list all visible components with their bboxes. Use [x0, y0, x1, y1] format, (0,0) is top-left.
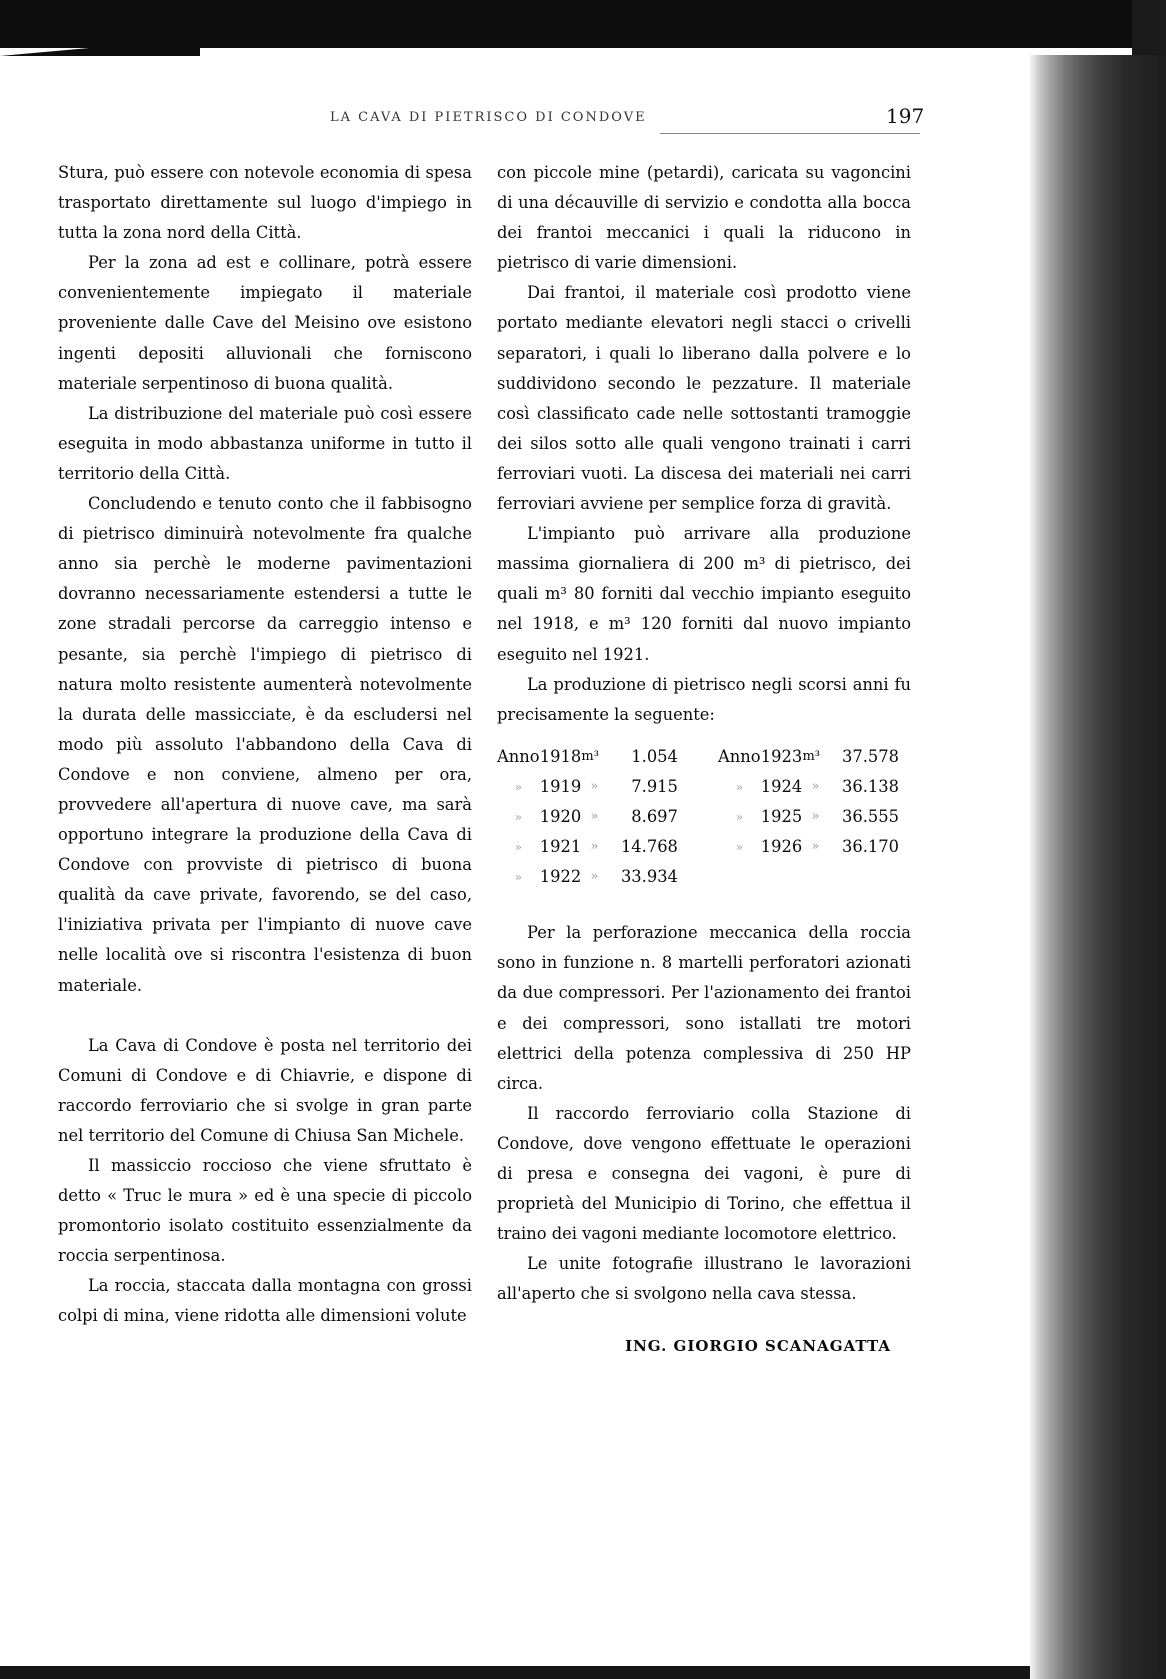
value-cell: 36.555	[842, 806, 899, 826]
author-signature: ING. GIORGIO SCANAGATTA	[625, 1337, 891, 1356]
year-cell: 1920	[539, 806, 582, 826]
year-cell: 1923	[760, 746, 803, 766]
paragraph: Il massiccio roccioso che viene sfruttato è detto « Truc le mura » ed è una specie di piccolo promontorio isolato costituito essenzialmente da roccia serpentinosa.	[58, 1156, 472, 1266]
ditto-mark: »	[735, 840, 744, 855]
ditto-mark: »	[590, 839, 599, 855]
year-cell: 1919	[539, 776, 582, 796]
table-row	[497, 862, 909, 892]
table-row	[497, 802, 909, 832]
production-table	[497, 742, 909, 892]
paragraph: La produzione di pietrisco negli scorsi anni fu precisamente la seguente:	[497, 674, 911, 724]
ditto-mark: »	[811, 778, 820, 794]
page-number: 197	[886, 104, 925, 128]
section-gap	[58, 1001, 472, 1031]
paragraph: Per la perforazione meccanica della roccia sono in funzione n. 8 martelli perforatori azionati da due compressori. Per l'azionamento dei frantoi e dei compressori, sono istallati tre motori elettrici della potenza complessiva di 250 HP circa.	[497, 923, 911, 1093]
ditto-mark: »	[514, 779, 523, 794]
paragraph: con piccole mine (petardi), caricata su vagoncini di una décauville di servizio e condotta alla bocca dei frantoi meccanici i quali la riducono in pietrisco di varie dimensioni.	[497, 163, 911, 273]
ditto-mark: »	[735, 779, 744, 794]
paragraph: Il raccordo ferroviario colla Stazione di Condove, dove vengono effettuate le operazioni di presa e consegna dei vagoni, è pure di proprietà del Municipio di Torino, che effettua il traino dei vagoni mediante locomotore elettrico.	[497, 1103, 911, 1244]
year-cell: 1921	[539, 837, 582, 857]
value-cell: 33.934	[620, 867, 678, 887]
paragraph: La distribuzione del materiale può così essere eseguita in modo abbastanza uniforme in tutto il territorio della Città.	[58, 403, 472, 483]
unit-cell: m³	[802, 748, 820, 764]
ditto-mark: »	[514, 809, 523, 824]
ditto-mark: »	[590, 808, 599, 824]
value-cell: 8.697	[631, 806, 678, 826]
ditto-mark: »	[514, 840, 523, 855]
ditto-mark: »	[590, 778, 599, 794]
paragraph: Le unite fotografie illustrano le lavorazioni all'aperto che si svolgono nella cava stessa.	[497, 1254, 911, 1304]
paragraph: Per la zona ad est e collinare, potrà essere convenientemente impiegato il materiale proveniente dalle Cave del Meisino ove esistono ingenti depositi alluvionali che forniscono materiale serpentinoso di buona qualità.	[58, 253, 472, 393]
year-cell: 1924	[760, 776, 803, 796]
ditto-mark: »	[735, 809, 744, 824]
table-row	[497, 772, 909, 802]
year-cell: 1922	[539, 867, 582, 887]
paragraph: La Cava di Condove è posta nel territorio dei Comuni di Condove e di Chiavrie, e dispone di raccordo ferroviario che si svolge in gran parte nel territorio del Comune di Chiusa San Michele.	[58, 1035, 472, 1145]
scan-bottom-border	[0, 1666, 1030, 1679]
value-cell: 1.054	[631, 746, 678, 766]
anno-label: Anno	[497, 746, 540, 766]
ditto-mark: »	[514, 870, 523, 885]
table-row	[497, 832, 909, 862]
ditto-mark: »	[590, 869, 599, 885]
book-gutter-shadow	[1030, 55, 1166, 1679]
paragraph: Dai frantoi, il materiale così prodotto viene portato mediante elevatori negli stacci o crivelli separatori, i quali lo liberano dalla polvere e lo suddividono secondo le pezzature. Il materiale così classificato cade nelle sottostanti tramoggie dei silos sotto alle quali vengono trainati i carri ferroviari vuoti. La discesa dei materiali nei carri ferroviari avviene per semplice forza di gravità.	[497, 283, 911, 514]
table-row	[497, 742, 909, 772]
paragraph: L'impianto può arrivare alla produzione massima giornaliera di 200 m³ di pietrisco, dei quali m³ 80 forniti dal vecchio impianto eseguito nel 1918, e m³ 120 forniti dal nuovo impianto eseguito nel 1921.	[497, 524, 911, 664]
paragraph: Concludendo e tenuto conto che il fabbisogno di pietrisco diminuirà notevolmente fra qualche anno sia perchè le moderne pavimentazioni dovranno necessariamente estendersi a tutte le zone stradali percorse da carreggio intenso e pesante, sia perchè l'impiego di pietrisco di natura molto resistente aumenterà notevolmente la durata delle massicciate, è da escludersi nel modo più assoluto l'abbandono della Cava di Condove e non conviene, almeno per ora, provvedere all'apertura di nuove cave, ma sarà opportuno integrare la produzione della Cava di Condove con provviste di pietrisco di buona qualità da cave private, favorendo, se del caso, l'iniziativa privata per l'impianto di nuove cave nelle località ove si riscontra l'esistenza di buon materiale.	[58, 494, 472, 995]
ditto-mark: »	[811, 839, 820, 855]
year-cell: 1925	[760, 806, 803, 826]
value-cell: 7.915	[631, 776, 678, 796]
year-cell: 1918	[539, 746, 582, 766]
paragraph: La roccia, staccata dalla montagna con grossi colpi di mina, viene ridotta alle dimensioni volute	[58, 1276, 472, 1326]
value-cell: 36.170	[842, 837, 899, 857]
anno-label: Anno	[718, 746, 761, 766]
value-cell: 14.768	[620, 837, 678, 857]
value-cell: 37.578	[842, 746, 899, 766]
year-cell	[761, 862, 803, 892]
year-cell: 1926	[760, 837, 803, 857]
unit-cell: m³	[581, 748, 599, 764]
right-column	[497, 158, 911, 1362]
paragraph: Stura, può essere con notevole economia di spesa trasportato direttamente sul luogo d'impiego in tutta la zona nord della Città.	[58, 163, 472, 243]
value-cell	[829, 862, 909, 892]
header-rule	[660, 133, 920, 134]
left-column	[58, 158, 472, 1332]
value-cell: 36.138	[842, 776, 899, 796]
running-title: LA CAVA DI PIETRISCO DI CONDOVE	[330, 110, 647, 125]
ditto-mark: »	[811, 808, 820, 824]
